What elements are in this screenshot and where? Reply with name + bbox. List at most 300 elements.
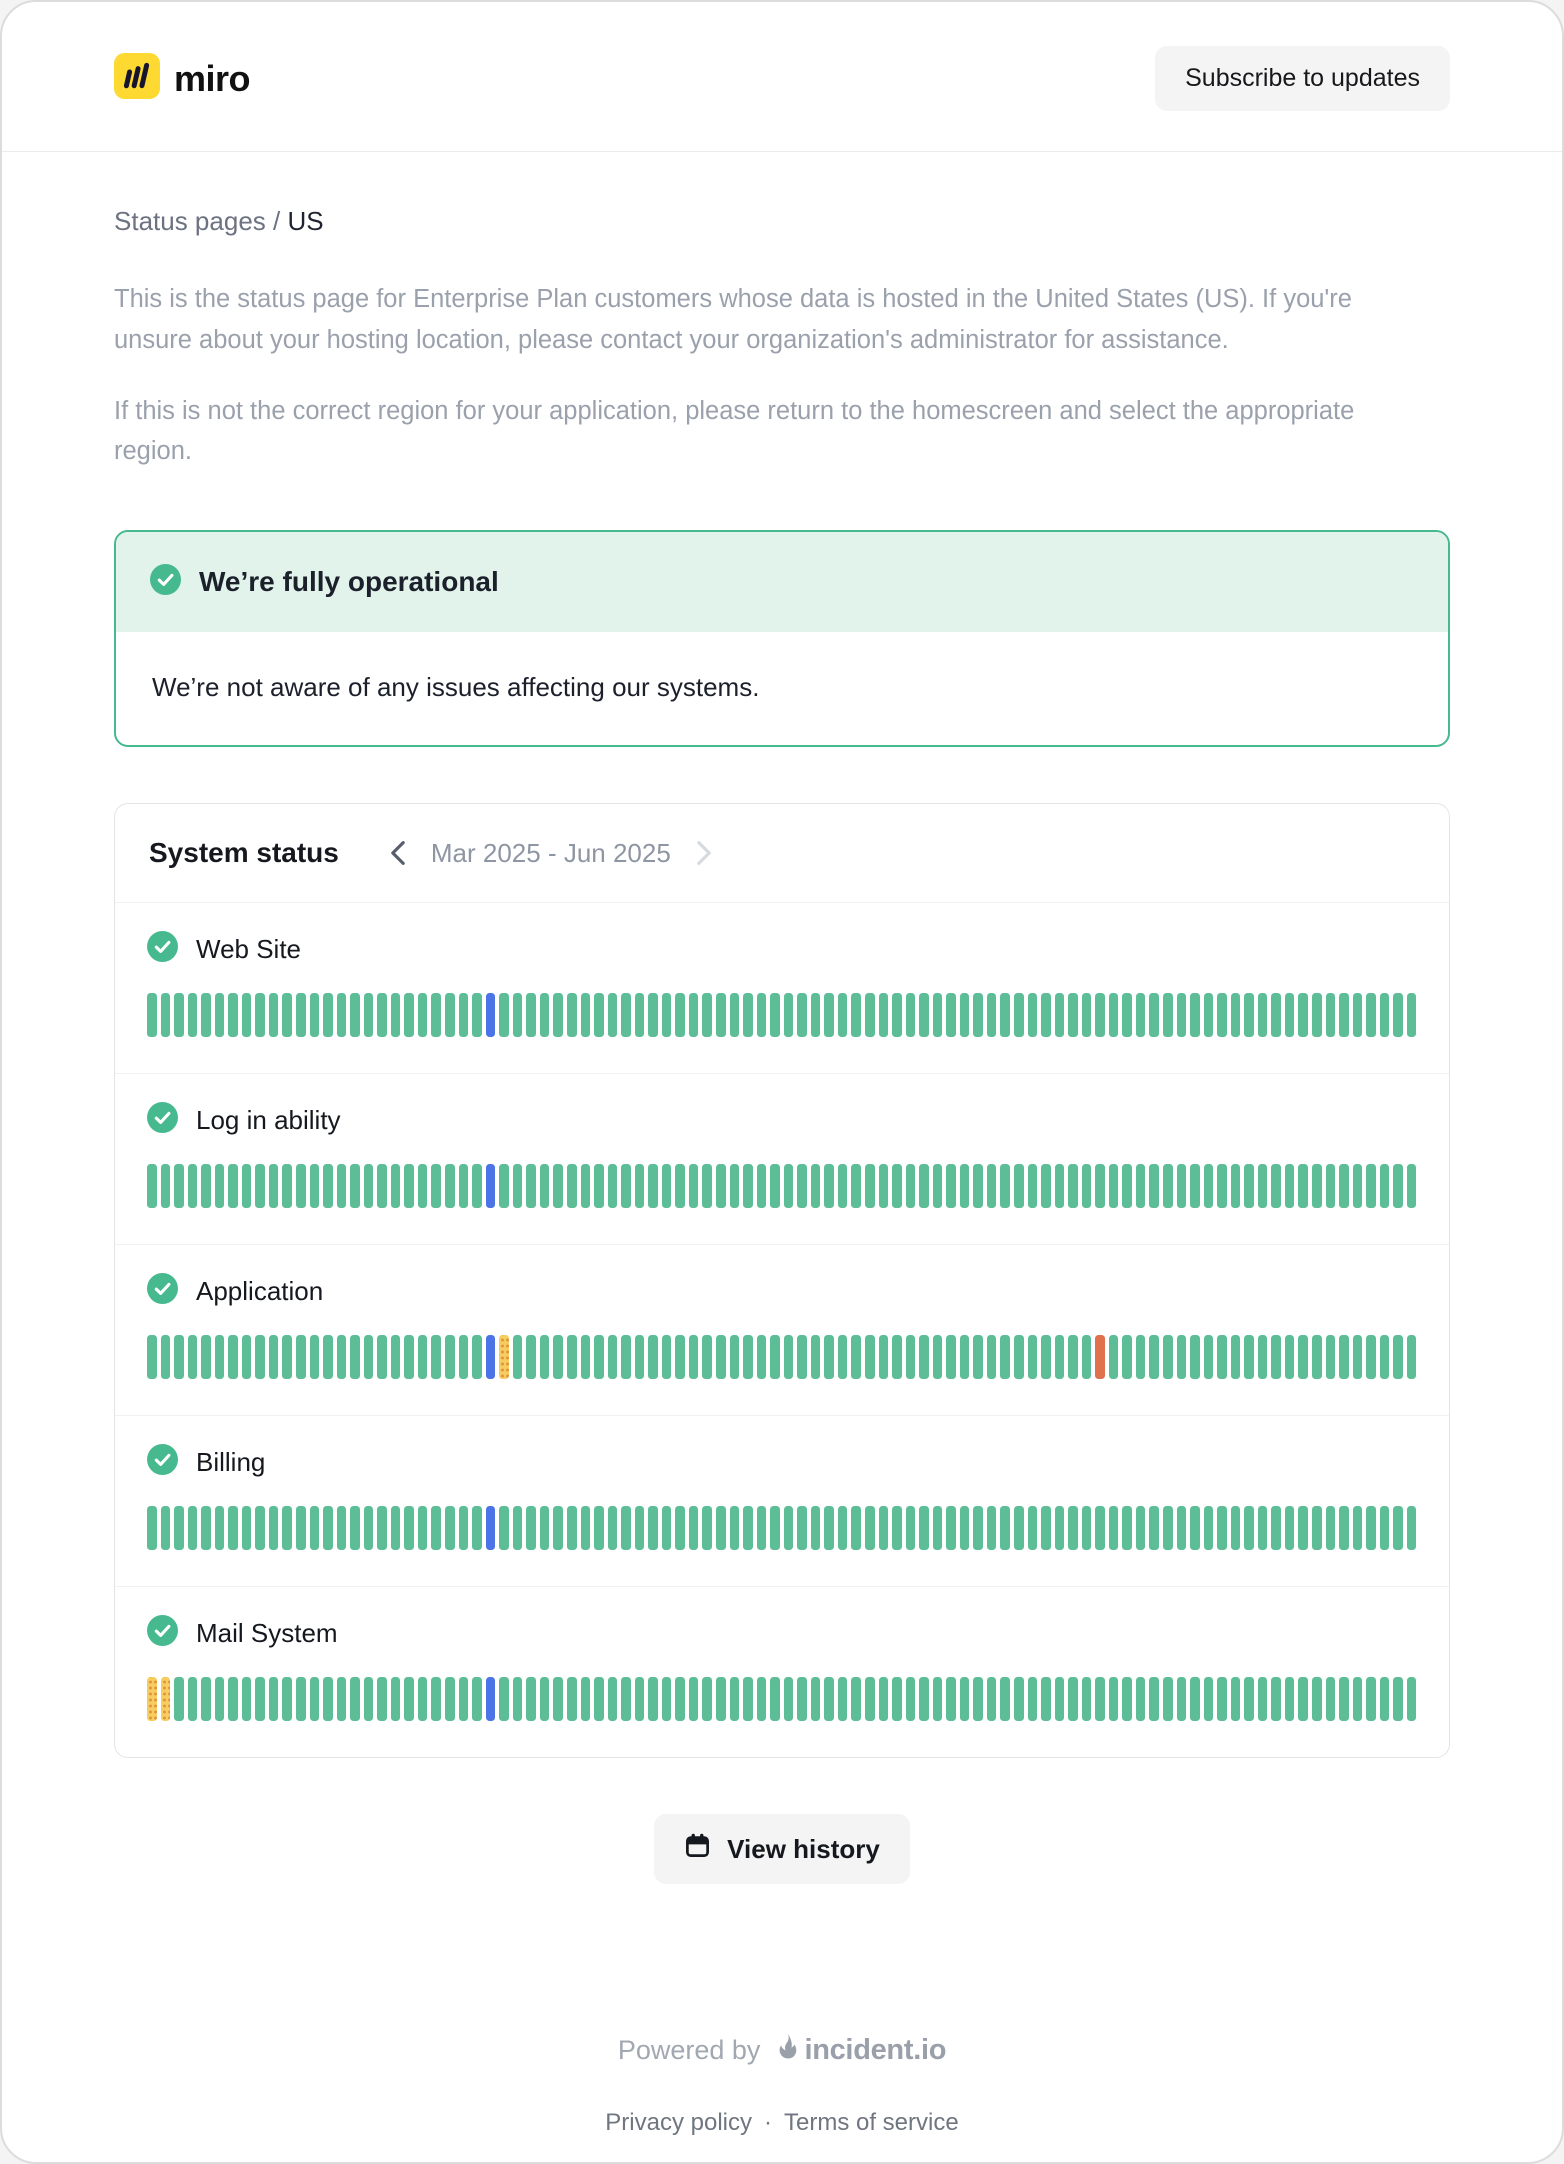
uptime-bar[interactable] xyxy=(377,1506,387,1550)
uptime-bar[interactable] xyxy=(1204,1164,1214,1208)
uptime-bar[interactable] xyxy=(1163,1506,1173,1550)
uptime-bar[interactable] xyxy=(851,993,861,1037)
uptime-bar[interactable] xyxy=(296,1506,306,1550)
uptime-bar[interactable] xyxy=(1149,1677,1159,1721)
uptime-bar[interactable] xyxy=(648,1164,658,1208)
uptime-bar[interactable] xyxy=(174,1506,184,1550)
uptime-bar[interactable] xyxy=(1109,1164,1119,1208)
uptime-bar[interactable] xyxy=(526,1164,536,1208)
uptime-bar[interactable] xyxy=(1312,993,1322,1037)
uptime-bar[interactable] xyxy=(1258,1677,1268,1721)
uptime-bar[interactable] xyxy=(730,993,740,1037)
uptime-bar[interactable] xyxy=(1082,1164,1092,1208)
uptime-bar[interactable] xyxy=(391,993,401,1037)
privacy-policy-link[interactable]: Privacy policy xyxy=(605,2109,752,2137)
uptime-bar[interactable] xyxy=(310,993,320,1037)
uptime-bar[interactable] xyxy=(1095,1677,1105,1721)
uptime-bar[interactable] xyxy=(188,1677,198,1721)
uptime-bar[interactable] xyxy=(567,1677,577,1721)
uptime-bar[interactable] xyxy=(608,993,618,1037)
uptime-bar[interactable] xyxy=(513,1164,523,1208)
uptime-bar[interactable] xyxy=(906,1677,916,1721)
uptime-bar[interactable] xyxy=(337,1677,347,1721)
uptime-bar[interactable] xyxy=(445,1164,455,1208)
uptime-bar[interactable] xyxy=(960,1335,970,1379)
uptime-bar[interactable] xyxy=(1285,1164,1295,1208)
uptime-bar[interactable] xyxy=(1177,1506,1187,1550)
uptime-bar[interactable] xyxy=(215,1164,225,1208)
uptime-bar[interactable] xyxy=(1285,993,1295,1037)
uptime-bar[interactable] xyxy=(242,1506,252,1550)
uptime-bar[interactable] xyxy=(1326,1335,1336,1379)
uptime-bar[interactable] xyxy=(1136,1506,1146,1550)
uptime-bar[interactable] xyxy=(255,1506,265,1550)
uptime-bar[interactable] xyxy=(188,1164,198,1208)
uptime-bar[interactable] xyxy=(987,1335,997,1379)
uptime-bar[interactable] xyxy=(1122,1335,1132,1379)
uptime-bar[interactable] xyxy=(255,1677,265,1721)
uptime-bar[interactable] xyxy=(323,1677,333,1721)
uptime-bar[interactable] xyxy=(648,1335,658,1379)
uptime-bar[interactable] xyxy=(716,1164,726,1208)
uptime-bar[interactable] xyxy=(459,1164,469,1208)
uptime-bar[interactable] xyxy=(1068,1506,1078,1550)
uptime-bar[interactable] xyxy=(1285,1677,1295,1721)
uptime-bar[interactable] xyxy=(1312,1677,1322,1721)
uptime-bar[interactable] xyxy=(310,1506,320,1550)
uptime-bar[interactable] xyxy=(1028,993,1038,1037)
uptime-bar[interactable] xyxy=(1190,1506,1200,1550)
breadcrumb-section[interactable]: Status pages xyxy=(114,206,266,236)
uptime-bar[interactable] xyxy=(350,1164,360,1208)
uptime-bar[interactable] xyxy=(946,1164,956,1208)
uptime-bar[interactable] xyxy=(851,1335,861,1379)
uptime-bar[interactable] xyxy=(946,1506,956,1550)
uptime-bar[interactable] xyxy=(513,1335,523,1379)
uptime-bar[interactable] xyxy=(797,993,807,1037)
uptime-bar[interactable] xyxy=(161,1164,171,1208)
uptime-bar[interactable] xyxy=(337,1335,347,1379)
uptime-bar[interactable] xyxy=(1122,1164,1132,1208)
uptime-bar[interactable] xyxy=(1326,1677,1336,1721)
uptime-bar[interactable] xyxy=(1312,1506,1322,1550)
uptime-bar[interactable] xyxy=(486,993,496,1037)
uptime-bar[interactable] xyxy=(973,1677,983,1721)
uptime-bar[interactable] xyxy=(1339,1164,1349,1208)
uptime-bar[interactable] xyxy=(730,1164,740,1208)
uptime-bar[interactable] xyxy=(906,993,916,1037)
uptime-bar[interactable] xyxy=(1000,993,1010,1037)
uptime-bar[interactable] xyxy=(892,1164,902,1208)
uptime-bar[interactable] xyxy=(147,993,157,1037)
uptime-bar[interactable] xyxy=(662,1335,672,1379)
uptime-bar[interactable] xyxy=(1000,1335,1010,1379)
uptime-bar[interactable] xyxy=(1393,1677,1403,1721)
uptime-bar[interactable] xyxy=(431,1506,441,1550)
uptime-bar[interactable] xyxy=(1204,1677,1214,1721)
uptime-bar[interactable] xyxy=(1000,1164,1010,1208)
uptime-bar[interactable] xyxy=(581,1335,591,1379)
uptime-bar[interactable] xyxy=(526,1677,536,1721)
uptime-bar[interactable] xyxy=(499,1677,509,1721)
uptime-bar[interactable] xyxy=(811,1677,821,1721)
uptime-bar[interactable] xyxy=(513,1506,523,1550)
uptime-bar[interactable] xyxy=(1068,1677,1078,1721)
uptime-bar[interactable] xyxy=(513,1677,523,1721)
uptime-bar[interactable] xyxy=(689,1164,699,1208)
uptime-bar[interactable] xyxy=(228,993,238,1037)
uptime-bar[interactable] xyxy=(431,1335,441,1379)
powered-by[interactable] xyxy=(114,2032,1450,2069)
uptime-bar[interactable] xyxy=(1407,1164,1417,1208)
uptime-bar[interactable] xyxy=(540,1506,550,1550)
uptime-bar[interactable] xyxy=(526,1506,536,1550)
uptime-bar[interactable] xyxy=(404,1677,414,1721)
uptime-bar[interactable] xyxy=(1122,1677,1132,1721)
uptime-bar[interactable] xyxy=(784,993,794,1037)
uptime-bar[interactable] xyxy=(1326,1164,1336,1208)
uptime-bar[interactable] xyxy=(1055,1335,1065,1379)
uptime-bar[interactable] xyxy=(1149,1335,1159,1379)
uptime-bar[interactable] xyxy=(1393,1506,1403,1550)
uptime-bar[interactable] xyxy=(1271,1164,1281,1208)
uptime-bar[interactable] xyxy=(824,1677,834,1721)
uptime-bar[interactable] xyxy=(215,1506,225,1550)
uptime-bar[interactable] xyxy=(540,993,550,1037)
uptime-bar[interactable] xyxy=(269,1506,279,1550)
uptime-bar[interactable] xyxy=(879,1506,889,1550)
uptime-bar[interactable] xyxy=(1298,1335,1308,1379)
uptime-bar[interactable] xyxy=(364,1506,374,1550)
uptime-bar[interactable] xyxy=(1041,1335,1051,1379)
uptime-bar[interactable] xyxy=(1204,1335,1214,1379)
uptime-bar[interactable] xyxy=(174,1335,184,1379)
uptime-bar[interactable] xyxy=(824,1335,834,1379)
uptime-bar[interactable] xyxy=(702,1506,712,1550)
uptime-bar[interactable] xyxy=(865,1164,875,1208)
uptime-bar[interactable] xyxy=(1339,1506,1349,1550)
uptime-bar[interactable] xyxy=(215,1335,225,1379)
uptime-bar[interactable] xyxy=(675,1164,685,1208)
uptime-bar[interactable] xyxy=(499,1335,509,1379)
uptime-bar[interactable] xyxy=(702,1335,712,1379)
uptime-bar[interactable] xyxy=(770,1164,780,1208)
uptime-bar[interactable] xyxy=(269,1335,279,1379)
uptime-bar[interactable] xyxy=(147,1335,157,1379)
uptime-bar[interactable] xyxy=(1271,1677,1281,1721)
uptime-bar[interactable] xyxy=(1163,1335,1173,1379)
uptime-bar[interactable] xyxy=(946,1335,956,1379)
uptime-bar[interactable] xyxy=(594,993,604,1037)
uptime-bar[interactable] xyxy=(919,1335,929,1379)
uptime-bar[interactable] xyxy=(702,1164,712,1208)
uptime-bar[interactable] xyxy=(689,1677,699,1721)
uptime-bar[interactable] xyxy=(797,1677,807,1721)
uptime-bar[interactable] xyxy=(635,1677,645,1721)
uptime-bar[interactable] xyxy=(1055,1164,1065,1208)
uptime-bar[interactable] xyxy=(1163,993,1173,1037)
uptime-bar[interactable] xyxy=(350,993,360,1037)
uptime-bar[interactable] xyxy=(608,1506,618,1550)
uptime-bar[interactable] xyxy=(743,1164,753,1208)
uptime-bar[interactable] xyxy=(1244,1335,1254,1379)
uptime-bar[interactable] xyxy=(1041,993,1051,1037)
uptime-bar[interactable] xyxy=(1380,1335,1390,1379)
uptime-bar[interactable] xyxy=(296,1677,306,1721)
uptime-bar[interactable] xyxy=(1014,1164,1024,1208)
uptime-bar[interactable] xyxy=(188,993,198,1037)
uptime-bar[interactable] xyxy=(675,1335,685,1379)
uptime-bar[interactable] xyxy=(472,993,482,1037)
uptime-bar[interactable] xyxy=(486,1677,496,1721)
uptime-bar[interactable] xyxy=(743,1506,753,1550)
uptime-bar[interactable] xyxy=(201,993,211,1037)
uptime-bar[interactable] xyxy=(987,1677,997,1721)
uptime-bar[interactable] xyxy=(1258,1335,1268,1379)
uptime-bar[interactable] xyxy=(1312,1335,1322,1379)
uptime-bar[interactable] xyxy=(188,1335,198,1379)
uptime-bar[interactable] xyxy=(1353,1164,1363,1208)
uptime-bar[interactable] xyxy=(1393,1335,1403,1379)
uptime-bar[interactable] xyxy=(1380,1164,1390,1208)
uptime-bar[interactable] xyxy=(1366,1677,1376,1721)
uptime-bar[interactable] xyxy=(215,993,225,1037)
uptime-bar[interactable] xyxy=(1298,1677,1308,1721)
uptime-bar[interactable] xyxy=(865,1335,875,1379)
uptime-bar[interactable] xyxy=(1190,1164,1200,1208)
uptime-bar[interactable] xyxy=(1258,993,1268,1037)
uptime-bar[interactable] xyxy=(635,1164,645,1208)
uptime-bar[interactable] xyxy=(1366,993,1376,1037)
uptime-bar[interactable] xyxy=(1285,1335,1295,1379)
uptime-bar[interactable] xyxy=(282,993,292,1037)
uptime-bar[interactable] xyxy=(337,993,347,1037)
uptime-bar[interactable] xyxy=(933,1164,943,1208)
uptime-bar[interactable] xyxy=(1407,1677,1417,1721)
uptime-bar[interactable] xyxy=(1000,1506,1010,1550)
uptime-bar[interactable] xyxy=(933,1506,943,1550)
uptime-bar[interactable] xyxy=(364,1335,374,1379)
uptime-bar[interactable] xyxy=(540,1677,550,1721)
uptime-bar[interactable] xyxy=(567,993,577,1037)
uptime-bar[interactable] xyxy=(445,1677,455,1721)
uptime-bar[interactable] xyxy=(730,1506,740,1550)
uptime-bar[interactable] xyxy=(784,1677,794,1721)
uptime-bar[interactable] xyxy=(526,1335,536,1379)
uptime-bar[interactable] xyxy=(364,1164,374,1208)
uptime-bar[interactable] xyxy=(282,1677,292,1721)
uptime-bar[interactable] xyxy=(635,1335,645,1379)
uptime-bar[interactable] xyxy=(296,1335,306,1379)
uptime-bar[interactable] xyxy=(404,993,414,1037)
uptime-bar[interactable] xyxy=(1163,1164,1173,1208)
uptime-bar[interactable] xyxy=(540,1335,550,1379)
uptime-bar[interactable] xyxy=(1014,1677,1024,1721)
uptime-bar[interactable] xyxy=(418,1506,428,1550)
uptime-bar[interactable] xyxy=(255,993,265,1037)
uptime-bar[interactable] xyxy=(553,1335,563,1379)
uptime-bar[interactable] xyxy=(838,1506,848,1550)
uptime-bar[interactable] xyxy=(269,993,279,1037)
uptime-bar[interactable] xyxy=(418,993,428,1037)
uptime-bar[interactable] xyxy=(581,1677,591,1721)
uptime-bar[interactable] xyxy=(933,993,943,1037)
uptime-bar[interactable] xyxy=(1326,993,1336,1037)
uptime-bar[interactable] xyxy=(933,1335,943,1379)
uptime-bar[interactable] xyxy=(581,1164,591,1208)
uptime-bar[interactable] xyxy=(1136,1677,1146,1721)
uptime-bar[interactable] xyxy=(1380,993,1390,1037)
uptime-bar[interactable] xyxy=(987,1506,997,1550)
uptime-bar[interactable] xyxy=(1109,993,1119,1037)
uptime-bar[interactable] xyxy=(1109,1677,1119,1721)
uptime-bar[interactable] xyxy=(906,1335,916,1379)
uptime-bar[interactable] xyxy=(242,1677,252,1721)
uptime-bar[interactable] xyxy=(269,1164,279,1208)
uptime-bar[interactable] xyxy=(906,1506,916,1550)
uptime-bar[interactable] xyxy=(161,1677,171,1721)
uptime-bar[interactable] xyxy=(608,1164,618,1208)
uptime-bar[interactable] xyxy=(702,1677,712,1721)
uptime-bar[interactable] xyxy=(1298,1506,1308,1550)
uptime-bar[interactable] xyxy=(1366,1506,1376,1550)
uptime-bar[interactable] xyxy=(161,1506,171,1550)
uptime-bar[interactable] xyxy=(757,1335,767,1379)
uptime-bar[interactable] xyxy=(1136,1335,1146,1379)
uptime-bar[interactable] xyxy=(1339,1335,1349,1379)
uptime-bar[interactable] xyxy=(513,993,523,1037)
uptime-bar[interactable] xyxy=(1055,993,1065,1037)
uptime-bar[interactable] xyxy=(1000,1677,1010,1721)
uptime-bar[interactable] xyxy=(811,1164,821,1208)
uptime-bar[interactable] xyxy=(1366,1335,1376,1379)
previous-period-button[interactable] xyxy=(383,836,413,870)
uptime-bar[interactable] xyxy=(702,993,712,1037)
uptime-bar[interactable] xyxy=(716,1506,726,1550)
uptime-bar[interactable] xyxy=(459,1506,469,1550)
uptime-bar[interactable] xyxy=(784,1506,794,1550)
uptime-bar[interactable] xyxy=(689,1506,699,1550)
uptime-bar[interactable] xyxy=(1380,1677,1390,1721)
uptime-bar[interactable] xyxy=(1163,1677,1173,1721)
view-history-button[interactable] xyxy=(654,1814,910,1884)
uptime-bar[interactable] xyxy=(594,1164,604,1208)
uptime-bar[interactable] xyxy=(946,993,956,1037)
uptime-bar[interactable] xyxy=(648,993,658,1037)
uptime-bar[interactable] xyxy=(1271,1335,1281,1379)
uptime-bar[interactable] xyxy=(1122,993,1132,1037)
uptime-bar[interactable] xyxy=(567,1164,577,1208)
uptime-bar[interactable] xyxy=(879,993,889,1037)
uptime-bar[interactable] xyxy=(188,1506,198,1550)
uptime-bar[interactable] xyxy=(228,1506,238,1550)
uptime-bar[interactable] xyxy=(675,993,685,1037)
uptime-bar[interactable] xyxy=(1041,1164,1051,1208)
uptime-bar[interactable] xyxy=(892,993,902,1037)
uptime-bar[interactable] xyxy=(811,993,821,1037)
uptime-bar[interactable] xyxy=(1217,993,1227,1037)
uptime-bar[interactable] xyxy=(594,1506,604,1550)
uptime-bar[interactable] xyxy=(933,1677,943,1721)
next-period-button[interactable] xyxy=(689,836,719,870)
uptime-bar[interactable] xyxy=(648,1506,658,1550)
uptime-bar[interactable] xyxy=(662,993,672,1037)
uptime-bar[interactable] xyxy=(1177,993,1187,1037)
uptime-bar[interactable] xyxy=(851,1506,861,1550)
uptime-bar[interactable] xyxy=(662,1164,672,1208)
uptime-bar[interactable] xyxy=(594,1677,604,1721)
uptime-bar[interactable] xyxy=(323,1506,333,1550)
uptime-bar[interactable] xyxy=(1136,1164,1146,1208)
uptime-bar[interactable] xyxy=(716,993,726,1037)
uptime-bar[interactable] xyxy=(689,993,699,1037)
uptime-bar[interactable] xyxy=(1095,993,1105,1037)
uptime-bar[interactable] xyxy=(350,1506,360,1550)
uptime-bar[interactable] xyxy=(1312,1164,1322,1208)
uptime-bar[interactable] xyxy=(1136,993,1146,1037)
uptime-bar[interactable] xyxy=(1041,1506,1051,1550)
uptime-bar[interactable] xyxy=(350,1677,360,1721)
uptime-bar[interactable] xyxy=(486,1335,496,1379)
uptime-bar[interactable] xyxy=(499,1164,509,1208)
uptime-bar[interactable] xyxy=(201,1506,211,1550)
uptime-bar[interactable] xyxy=(418,1164,428,1208)
uptime-bar[interactable] xyxy=(1244,1677,1254,1721)
uptime-bar[interactable] xyxy=(960,1506,970,1550)
uptime-bar[interactable] xyxy=(1393,1164,1403,1208)
uptime-bar[interactable] xyxy=(1055,1506,1065,1550)
uptime-bar[interactable] xyxy=(1407,1335,1417,1379)
uptime-bar[interactable] xyxy=(445,1506,455,1550)
uptime-bar[interactable] xyxy=(919,1164,929,1208)
uptime-bar[interactable] xyxy=(838,1335,848,1379)
uptime-bar[interactable] xyxy=(851,1677,861,1721)
uptime-bar[interactable] xyxy=(1068,1335,1078,1379)
uptime-bar[interactable] xyxy=(472,1164,482,1208)
uptime-bar[interactable] xyxy=(201,1677,211,1721)
uptime-bar[interactable] xyxy=(1244,1164,1254,1208)
uptime-bar[interactable] xyxy=(1298,993,1308,1037)
uptime-bar[interactable] xyxy=(201,1164,211,1208)
uptime-bar[interactable] xyxy=(784,1335,794,1379)
uptime-bar[interactable] xyxy=(377,993,387,1037)
uptime-bar[interactable] xyxy=(459,1677,469,1721)
uptime-bar[interactable] xyxy=(594,1335,604,1379)
uptime-bar[interactable] xyxy=(404,1335,414,1379)
uptime-bar[interactable] xyxy=(310,1335,320,1379)
uptime-bar[interactable] xyxy=(879,1335,889,1379)
uptime-bar[interactable] xyxy=(987,993,997,1037)
uptime-bar[interactable] xyxy=(621,993,631,1037)
uptime-bar[interactable] xyxy=(1177,1677,1187,1721)
uptime-bar[interactable] xyxy=(811,1506,821,1550)
uptime-bar[interactable] xyxy=(282,1164,292,1208)
uptime-bar[interactable] xyxy=(1082,1677,1092,1721)
uptime-bar[interactable] xyxy=(174,1164,184,1208)
uptime-bar[interactable] xyxy=(865,993,875,1037)
uptime-bar[interactable] xyxy=(824,993,834,1037)
uptime-bar[interactable] xyxy=(743,1677,753,1721)
uptime-bar[interactable] xyxy=(973,1335,983,1379)
uptime-bar[interactable] xyxy=(608,1677,618,1721)
uptime-bar[interactable] xyxy=(1217,1335,1227,1379)
uptime-bar[interactable] xyxy=(337,1506,347,1550)
uptime-bar[interactable] xyxy=(1190,1335,1200,1379)
uptime-bar[interactable] xyxy=(648,1677,658,1721)
uptime-bar[interactable] xyxy=(147,1506,157,1550)
uptime-bar[interactable] xyxy=(431,993,441,1037)
uptime-bar[interactable] xyxy=(919,1677,929,1721)
